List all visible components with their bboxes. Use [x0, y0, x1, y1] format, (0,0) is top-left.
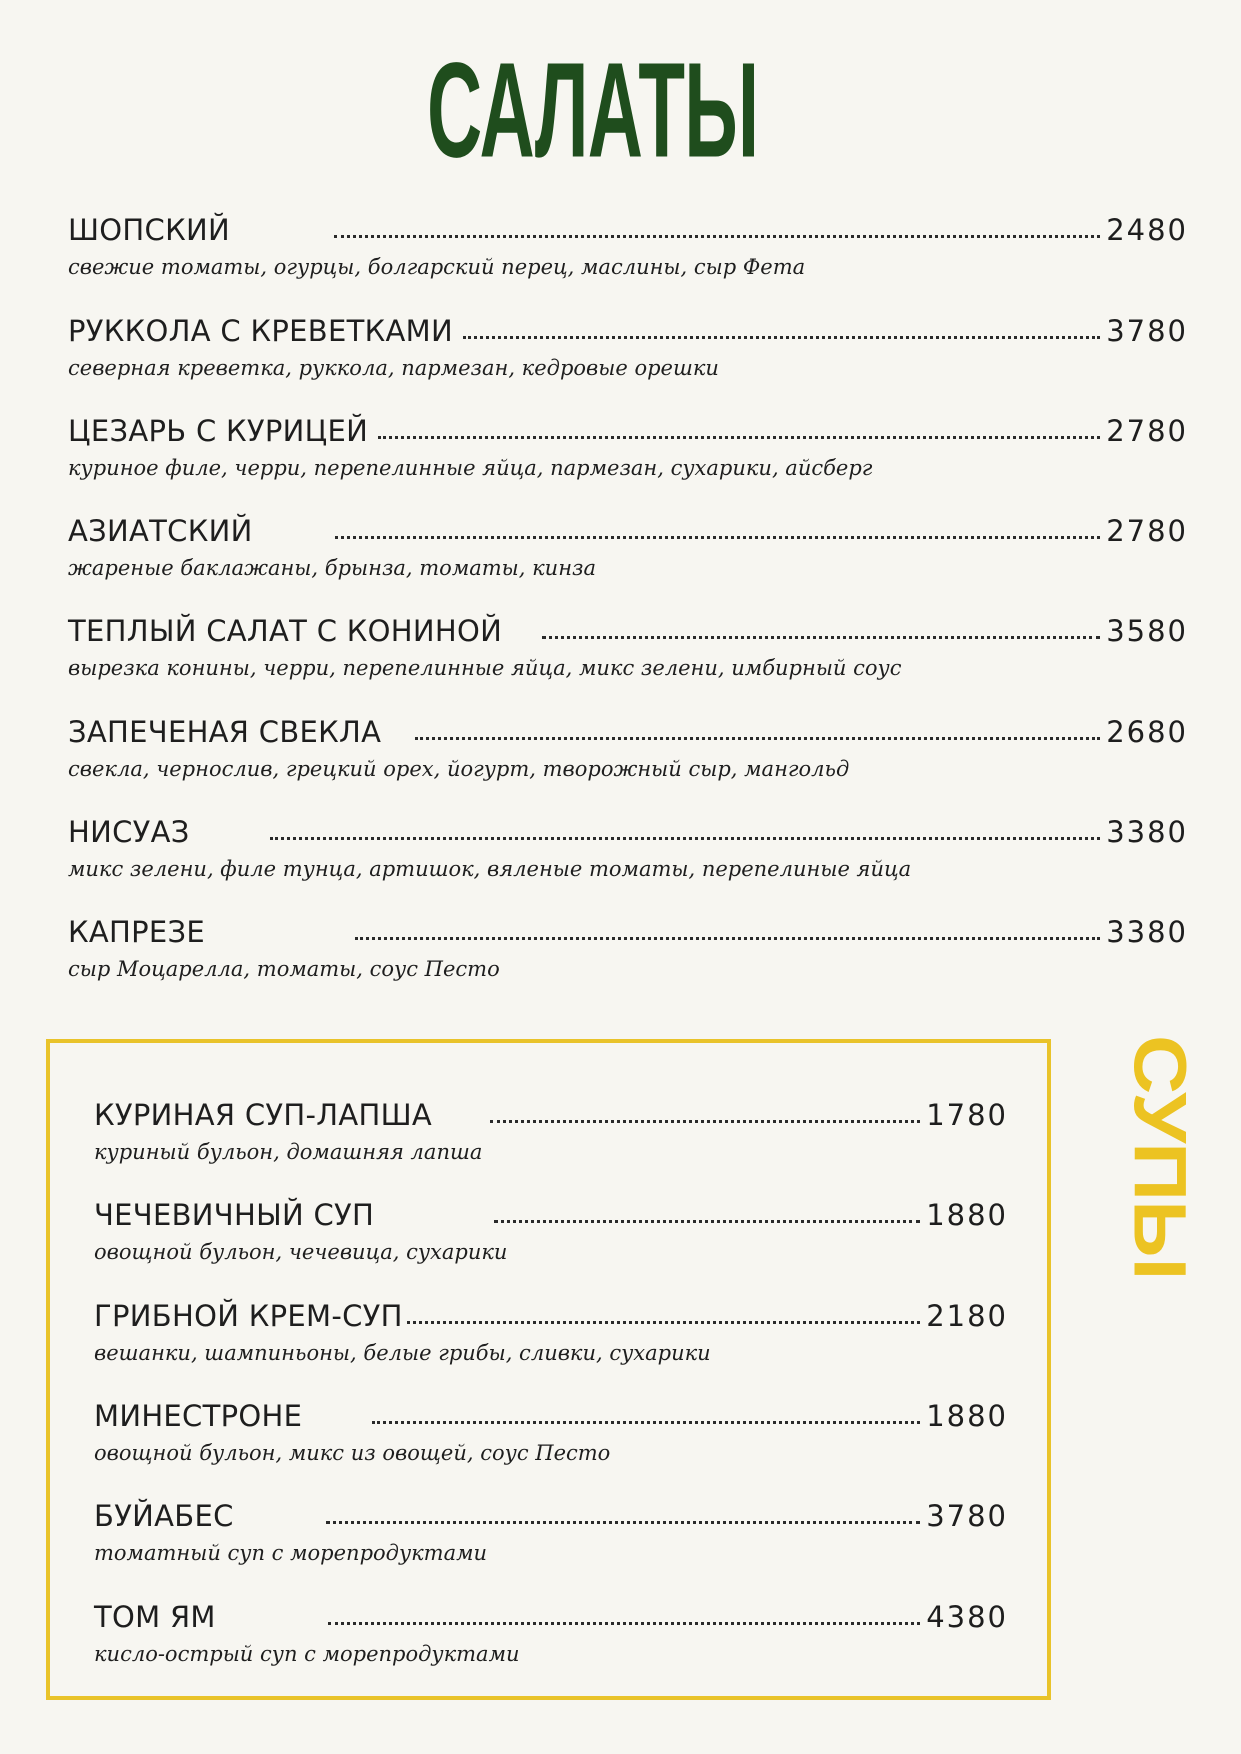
item-price: 3380	[1106, 915, 1188, 949]
menu-item	[94, 1090, 1008, 1163]
dot-leader	[372, 1419, 920, 1424]
menu-item	[68, 506, 1188, 579]
item-name: ЧЕЧЕВИЧНЫЙ СУП	[94, 1198, 375, 1232]
dot-leader	[407, 1319, 920, 1324]
dot-leader	[490, 1118, 920, 1123]
dot-leader	[542, 634, 1100, 639]
dot-leader	[463, 334, 1100, 339]
item-price: 3380	[1106, 815, 1188, 849]
item-description: овощной бульон, микс из овощей, соус Песто	[94, 1441, 611, 1465]
dot-leader	[335, 534, 1101, 539]
item-name: НИСУАЗ	[68, 815, 190, 849]
dot-leader	[494, 1218, 920, 1223]
item-name: АЗИАТСКИЙ	[68, 514, 253, 548]
item-name: ТОМ ЯМ	[94, 1600, 216, 1634]
item-description: овощной бульон, чечевица, сухарики	[94, 1240, 508, 1264]
item-name: ЗАПЕЧЕНАЯ СВЕКЛА	[68, 715, 382, 749]
item-price: 3580	[1106, 614, 1188, 648]
item-name: ГРИБНОЙ КРЕМ-СУП	[94, 1299, 403, 1333]
menu-item	[94, 1592, 1008, 1665]
item-description: микс зелени, филе тунца, артишок, вяленые томаты, перепелиные яйца	[68, 857, 912, 881]
item-price: 2780	[1106, 514, 1188, 548]
item-description: томатный суп с морепродуктами	[94, 1541, 488, 1565]
item-price: 1880	[926, 1198, 1008, 1232]
item-name: ШОПСКИЙ	[68, 213, 230, 247]
item-name: МИНЕСТРОНЕ	[94, 1399, 303, 1433]
salads-title: САЛАТЫ	[427, 33, 759, 186]
item-name: РУККОЛА С КРЕВЕТКАМИ	[68, 314, 453, 348]
dot-leader	[378, 434, 1100, 439]
dot-leader	[328, 1620, 920, 1625]
dot-leader	[415, 735, 1100, 740]
dot-leader	[326, 1519, 921, 1524]
item-description: свежие томаты, огурцы, болгарский перец, маслины, сыр Фета	[68, 255, 806, 279]
item-price: 3780	[1106, 314, 1188, 348]
dot-leader	[270, 835, 1101, 840]
menu-item	[68, 707, 1188, 780]
dot-leader	[355, 935, 1100, 940]
menu-item	[68, 406, 1188, 479]
item-description: куриное филе, черри, перепелинные яйца, пармезан, сухарики, айсберг	[68, 456, 873, 480]
item-description: северная креветка, руккола, пармезан, кедровые орешки	[68, 356, 719, 380]
item-price: 2480	[1106, 213, 1188, 247]
item-price: 2680	[1106, 715, 1188, 749]
menu-item	[68, 205, 1188, 278]
item-price: 2180	[926, 1299, 1008, 1333]
menu-item	[94, 1491, 1008, 1564]
item-description: вешанки, шампиньоны, белые грибы, сливки, сухарики	[94, 1341, 711, 1365]
item-price: 2780	[1106, 414, 1188, 448]
item-price: 4380	[926, 1600, 1008, 1634]
menu-item	[68, 807, 1188, 880]
item-description: жареные баклажаны, брынза, томаты, кинза	[68, 556, 596, 580]
item-description: куриный бульон, домашняя лапша	[94, 1140, 483, 1164]
item-name: БУЙАБЕС	[94, 1499, 234, 1533]
item-description: вырезка конины, черри, перепелинные яйца, микс зелени, имбирный соус	[68, 656, 902, 680]
soups-title: СУПЫ	[1118, 1035, 1201, 1280]
item-price: 3780	[926, 1499, 1008, 1533]
menu-item	[94, 1190, 1008, 1263]
menu-item	[94, 1391, 1008, 1464]
menu-item	[94, 1291, 1008, 1364]
dot-leader	[334, 233, 1100, 238]
item-description: свекла, чернослив, грецкий орех, йогурт, творожный сыр, мангольд	[68, 757, 850, 781]
item-name: КАПРЕЗЕ	[68, 915, 206, 949]
menu-item	[68, 306, 1188, 379]
item-name: КУРИНАЯ СУП-ЛАПША	[94, 1098, 433, 1132]
menu-item	[68, 907, 1188, 980]
item-description: сыр Моцарелла, томаты, соус Песто	[68, 957, 500, 981]
item-description: кисло-острый суп с морепродуктами	[94, 1642, 520, 1666]
item-name: ТЕПЛЫЙ САЛАТ С КОНИНОЙ	[68, 614, 503, 648]
item-price: 1780	[926, 1098, 1008, 1132]
item-name: ЦЕЗАРЬ С КУРИЦЕЙ	[68, 414, 369, 448]
item-price: 1880	[926, 1399, 1008, 1433]
menu-item	[68, 606, 1188, 679]
